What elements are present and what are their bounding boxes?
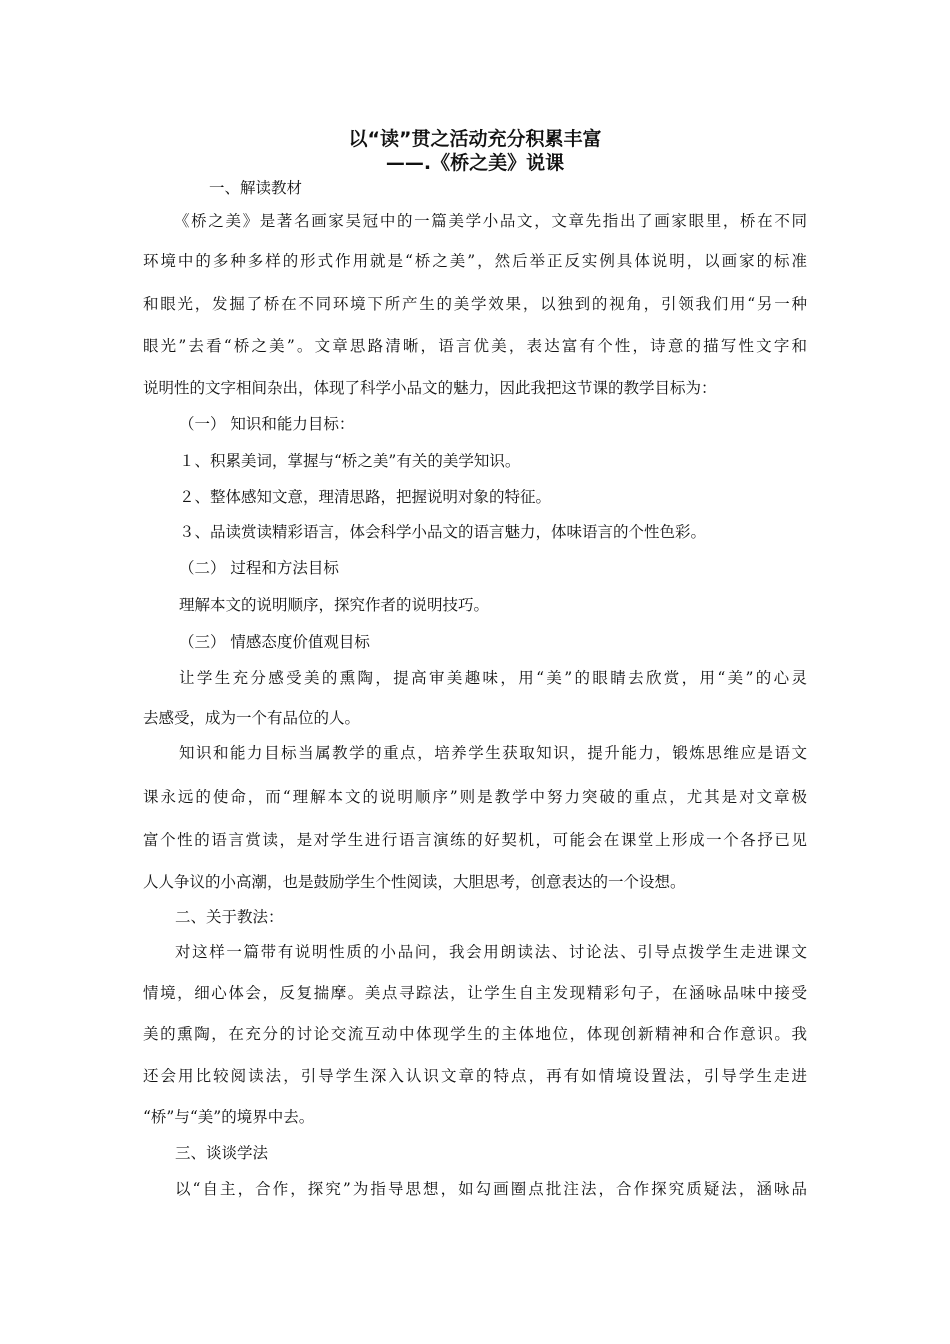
section-heading-1: 一、解读教材 — [209, 179, 303, 197]
paragraph-line: 课永远的使命，而“理解本文的说明顺序”则是教学中努力突破的重点，尤其是对文章极 — [143, 788, 807, 806]
page-subtitle: ——.《桥之美》说课 — [385, 152, 565, 174]
list-item: ３、品读赏读精彩语言，体会科学小品文的语言魅力，体味语言的个性色彩。 — [179, 523, 707, 541]
paragraph-line: 富个性的语言赏读，是对学生进行语言演练的好契机，可能会在课堂上形成一个各抒已见 — [143, 831, 807, 849]
paragraph-line: 说明性的文字相间杂出，体现了科学小品文的魅力，因此我把这节课的教学目标为： — [143, 379, 717, 397]
list-item: １、积累美词，掌握与“桥之美”有关的美学知识。 — [179, 452, 521, 470]
paragraph-line: 理解本文的说明顺序，探究作者的说明技巧。 — [179, 596, 490, 614]
paragraph-line: 人人争议的小高潮，也是鼓励学生个性阅读，大胆思考，创意表达的一个设想。 — [143, 873, 686, 891]
paragraph-line: 让学生充分感受美的熏陶，提高审美趣味，用“美”的眼睛去欣赏，用“美”的心灵 — [179, 669, 807, 687]
section-heading-2: 二、关于教法： — [175, 908, 284, 926]
paragraph-line: 对这样一篇带有说明性质的小品问，我会用朗读法、讨论法、引导点拨学生走进课文 — [175, 943, 807, 961]
paragraph-line: “桥”与“美”的境界中去。 — [143, 1108, 315, 1126]
paragraph-line: 眼光”去看“桥之美”。文章思路清晰，语言优美，表达富有个性，诗意的描写性文字和 — [143, 337, 807, 355]
paragraph-line: 《桥之美》是著名画家吴冠中的一篇美学小品文，文章先指出了画家眼里，桥在不同 — [174, 212, 807, 230]
paragraph-line: 以“自主，合作，探究”为指导思想，如勾画圈点批注法，合作探究质疑法，涵咏品 — [175, 1180, 807, 1198]
paragraph-line: 美的熏陶，在充分的讨论交流互动中体现学生的主体地位，体现创新精神和合作意识。我 — [143, 1025, 807, 1043]
paragraph-line: 情境，细心体会，反复揣摩。美点寻踪法，让学生自主发现精彩句子，在涵咏品味中接受 — [143, 984, 807, 1002]
paragraph-line: 和眼光，发掘了桥在不同环境下所产生的美学效果，以独到的视角，引领我们用“另一种 — [143, 295, 807, 313]
subsection-heading: （二） 过程和方法目标 — [179, 559, 339, 577]
paragraph-line: 还会用比较阅读法，引导学生深入认识文章的特点，再有如情境设置法，引导学生走进 — [143, 1067, 807, 1085]
subsection-heading: （三） 情感态度价值观目标 — [179, 633, 370, 651]
paragraph-line: 去感受，成为一个有品位的人。 — [143, 709, 361, 727]
section-heading-3: 三、谈谈学法 — [175, 1144, 269, 1162]
subsection-heading: （一） 知识和能力目标： — [179, 415, 355, 433]
page-title: 以“读”贯之活动充分积累丰富 — [348, 128, 602, 150]
paragraph-line: 环境中的多种多样的形式作用就是“桥之美”，然后举正反实例具体说明，以画家的标准 — [143, 252, 807, 270]
list-item: ２、整体感知文意，理清思路，把握说明对象的特征。 — [179, 488, 552, 506]
paragraph-line: 知识和能力目标当属教学的重点，培养学生获取知识，提升能力，锻炼思维应是语文 — [179, 744, 807, 762]
